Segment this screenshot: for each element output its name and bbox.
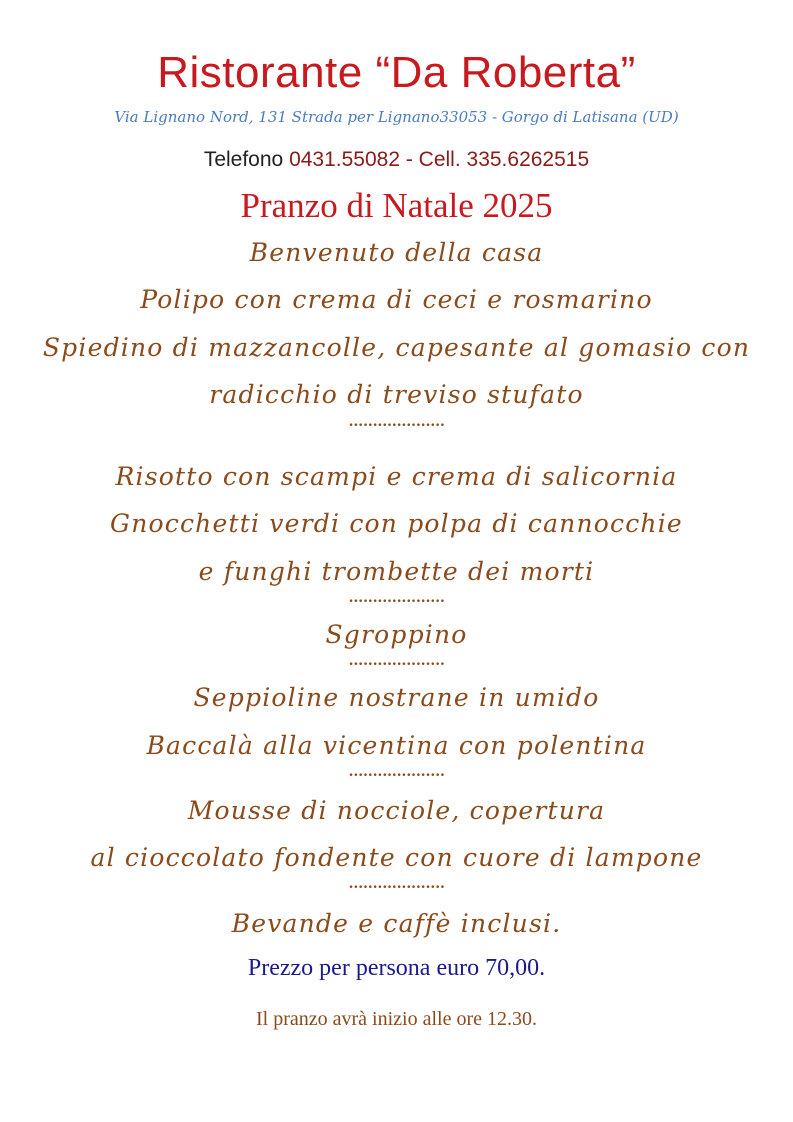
phone-label: Telefono [203,148,290,171]
separator: •••••••••••••••••••• [348,421,445,431]
start-time-line: Il pranzo avrà inizio alle ore 12.30. [256,1008,537,1030]
dish-line: Spiedino di mazzancolle, capesante al gomasio con [42,333,751,362]
address: Via Lignano Nord, 131 Strada per Lignano33053 - Gorgo di Latisana (UD) [114,108,679,126]
dish-line: Sgroppino [325,620,468,649]
dish-line: Baccalà alla vicentina con polentina [146,731,647,760]
dish-line: Gnocchetti verdi con polpa di cannocchie [110,509,683,538]
dish-line: Seppioline nostrane in umido [193,683,600,712]
dish-line: Bevande e caffè inclusi. [231,909,562,938]
dish-line: Mousse di nocciole, copertura [187,796,606,825]
restaurant-name: Ristorante “Da Roberta” [157,48,636,97]
separator: •••••••••••••••••••• [348,597,445,607]
price-line: Prezzo per persona euro 70,00. [247,955,546,981]
dish-line: e funghi trombette dei morti [198,557,595,586]
dish-line: al cioccolato fondente con cuore di lampone [90,843,703,872]
separator: •••••••••••••••••••• [348,883,445,893]
separator: •••••••••••••••••••• [348,660,445,670]
dish-line: radicchio di treviso stufato [209,380,584,409]
phone-number: 0431.55082 - Cell. 335.6262515 [289,148,590,171]
phone-line [0,148,793,172]
dish-line: Polipo con crema di ceci e rosmarino [140,285,653,314]
dish-line: Benvenuto della casa [249,238,544,267]
dish-line: Risotto con scampi e crema di salicornia [115,462,678,491]
menu-title: Pranzo di Natale 2025 [240,186,553,225]
separator: •••••••••••••••••••• [348,771,445,781]
